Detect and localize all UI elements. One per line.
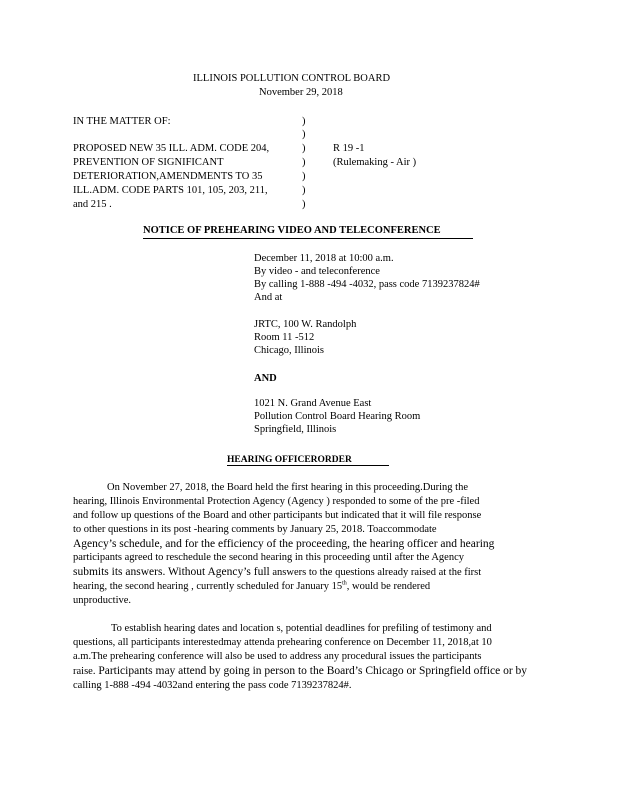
paragraph-1-line: On November 27, 2018, the Board held the first hearing in this proceeding.During the bbox=[107, 482, 468, 493]
paragraph-2-line: calling 1-888 -494 -4032and entering the pass code 7139237824#. bbox=[73, 680, 352, 691]
caption-line-3: DETERIORATION,AMENDMENTS TO 35 bbox=[73, 171, 263, 182]
paragraph-1-line bbox=[73, 580, 551, 594]
ordinal-suffix: th bbox=[342, 580, 347, 587]
paragraph-2-line: To establish hearing dates and location s, potential deadlines for prefiling of testimony and bbox=[111, 623, 492, 634]
notice-title-underline bbox=[143, 238, 473, 239]
chicago-address-line: JRTC, 100 W. Randolph bbox=[254, 319, 357, 330]
paragraph-2-fragment: raise. bbox=[73, 666, 96, 677]
paragraph-1-line: hearing, Illinois Environmental Protection Agency (Agency ) responded to some of the pre -filed bbox=[73, 496, 480, 507]
caption-paren: ) bbox=[302, 185, 306, 196]
caption-paren: ) bbox=[302, 171, 306, 182]
chicago-address-line: Chicago, Illinois bbox=[254, 345, 324, 356]
paragraph-1-fragment: , would be rendered bbox=[346, 581, 431, 592]
meeting-mode: By video - and teleconference bbox=[254, 266, 380, 277]
paragraph-2-line: questions, all participants interestedmay attenda prehearing conference on December 11, 2018,at 10 bbox=[73, 637, 492, 648]
paragraph-1-fragment: hearing, the second hearing , currently scheduled for January 15 bbox=[73, 581, 343, 592]
caption-line-5: and 215 . bbox=[73, 199, 112, 210]
and-label: AND bbox=[254, 373, 277, 384]
caption-paren: ) bbox=[302, 143, 306, 154]
caption-paren: ) bbox=[302, 157, 306, 168]
paragraph-2-line bbox=[73, 664, 551, 679]
caption-line-1: PROPOSED NEW 35 ILL. ADM. CODE 204, bbox=[73, 143, 270, 154]
paragraph-1-line: and follow up questions of the Board and other participants but indicated that it will file response bbox=[73, 510, 482, 521]
notice-title: NOTICE OF PREHEARING VIDEO AND TELECONFERENCE bbox=[143, 225, 441, 236]
docket-number: R 19 -1 bbox=[333, 143, 365, 154]
paragraph-1-line: unproductive. bbox=[73, 595, 132, 606]
springfield-address-line: Springfield, Illinois bbox=[254, 424, 337, 435]
caption-paren: ) bbox=[302, 116, 306, 127]
springfield-address-line: Pollution Control Board Hearing Room bbox=[254, 411, 421, 422]
paragraph-1 bbox=[73, 481, 551, 608]
header-date: November 29, 2018 bbox=[259, 87, 343, 98]
docket-type: (Rulemaking - Air ) bbox=[333, 157, 417, 168]
meeting-and-at: And at bbox=[254, 292, 283, 303]
in-the-matter: IN THE MATTER OF: bbox=[73, 116, 171, 127]
order-title-underline bbox=[227, 465, 389, 466]
chicago-address-line: Room 11 -512 bbox=[254, 332, 315, 343]
paragraph-1-line: to other questions in its post -hearing comments by January 25, 2018. Toaccommodate bbox=[73, 524, 437, 535]
caption-line-2: PREVENTION OF SIGNIFICANT bbox=[73, 157, 224, 168]
paragraph-1-fragment: submits its answers. bbox=[73, 566, 166, 578]
caption-line-4: ILL.ADM. CODE PARTS 101, 105, 203, 211, bbox=[73, 185, 268, 196]
caption-paren: ) bbox=[302, 129, 306, 140]
paragraph-1-fragment: Without Agency’s full bbox=[165, 566, 270, 578]
board-name: ILLINOIS POLLUTION CONTROL BOARD bbox=[193, 73, 391, 84]
paragraph-1-fragment: answers to the questions already raised at the first bbox=[269, 567, 482, 578]
springfield-address-line: 1021 N. Grand Avenue East bbox=[254, 398, 372, 409]
paragraph-2-line: a.m.The prehearing conference will also be used to address any procedural issues the participants bbox=[73, 651, 482, 662]
paragraph-2-fragment: Participants may attend by going in person to the Board’s Chicago or Springfield office or by bbox=[95, 665, 528, 677]
paragraph-1-line: Agency’s schedule, and for the efficiency of the proceeding, the hearing officer and hearing bbox=[73, 538, 495, 550]
meeting-date: December 11, 2018 at 10:00 a.m. bbox=[254, 253, 394, 264]
paragraph-1-line bbox=[73, 565, 551, 580]
order-title: HEARING OFFICERORDER bbox=[227, 455, 352, 465]
meeting-dial-in: By calling 1-888 -494 -4032, pass code 7139237824# bbox=[254, 279, 480, 290]
caption-paren: ) bbox=[302, 199, 306, 210]
paragraph-2 bbox=[73, 622, 551, 693]
paragraph-1-line: participants agreed to reschedule the second hearing in this proceeding until after the Agency bbox=[73, 552, 464, 563]
